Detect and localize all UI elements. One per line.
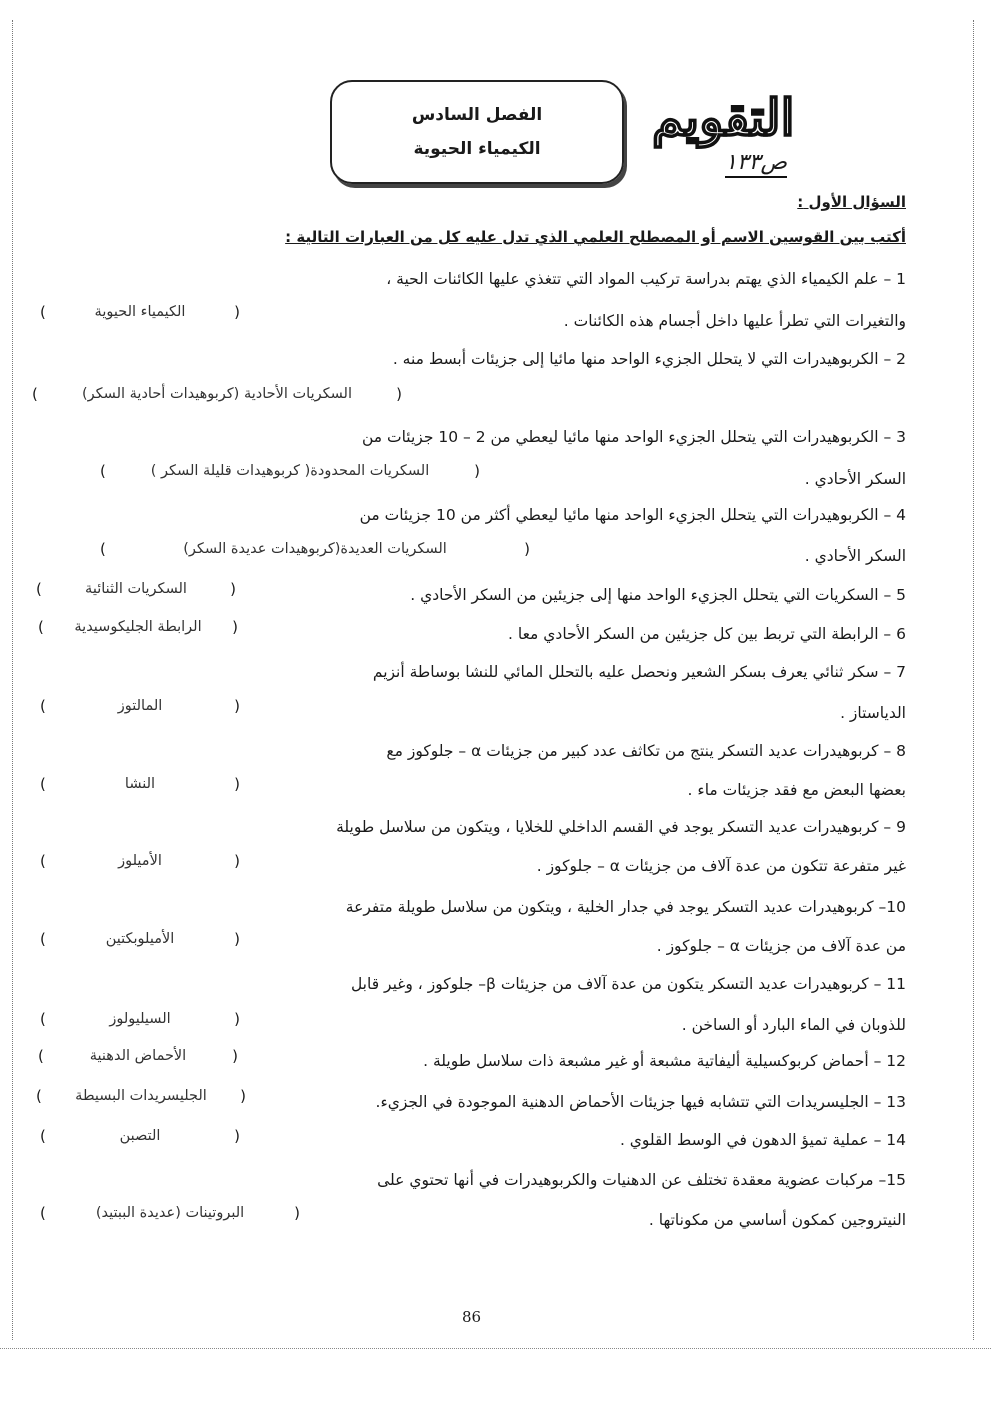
- item-15-line-1: 15– مركبات عضوية معقدة تختلف عن الدهنيات والكربوهيدرات في أنها تحتوي على: [377, 1171, 906, 1189]
- item-14-answer: ( التصبن ): [40, 1127, 240, 1145]
- item-4-line-1: 4 – الكربوهيدرات التي يتحلل الجزيء الواحد منها مائيا ليعطي أكثر من 10 جزيئات من: [359, 506, 906, 524]
- item-7-line-2: الدياستاز .: [840, 704, 906, 722]
- item-5-answer: ( السكريات الثنائية ): [36, 580, 236, 598]
- item-3-answer-text: السكريات المحدودة( كربوهيدات قليلة السكر ): [150, 463, 430, 479]
- item-5-line-1: 5 – السكريات التي يتحلل الجزيء الواحد منها إلى جزيئين من السكر الأحادي .: [410, 586, 906, 604]
- item-5-answer-text: السكريات الثنائية: [85, 581, 187, 597]
- item-8-line-1: 8 – كربوهيدرات عديد التسكر ينتج من تكاثف عدد كبير من جزيئات α – جلوكوز مع: [386, 742, 906, 760]
- question-instruction: أكتب بين القوسين الاسم أو المصطلح العلمي الذي تدل عليه كل من العبارات التالية :: [285, 228, 906, 246]
- item-2-line-1: 2 – الكربوهيدرات التي لا يتحلل الجزيء الواحد منها مائيا إلى جزيئات أبسط منه .: [392, 350, 906, 368]
- item-8-answer: ( النشا ): [40, 775, 240, 793]
- item-2-answer-text: السكريات الأحادية (كربوهيدات أحادية السكر): [82, 386, 352, 402]
- bottom-divider: [0, 1348, 991, 1349]
- chapter-title: الفصل السادس: [411, 105, 543, 125]
- item-9-line-1: 9 – كربوهيدرات عديد التسكر يوجد في القسم الداخلي للخلايا ، ويتكون من سلاسل طويلة: [336, 818, 906, 836]
- item-10-line-2: من عدة آلاف من جزيئات α – جلوكوز .: [656, 937, 906, 955]
- item-1-line-1: 1 – علم الكيمياء الذي يهتم بدراسة تركيب المواد التي تتغذي عليها الكائنات الحية ،: [386, 270, 906, 288]
- item-6-answer-text: الرابطة الجليكوسيدية: [74, 619, 202, 635]
- item-4-line-2: السكر الأحادي .: [804, 547, 906, 565]
- item-9-answer: ( الأميلوز ): [40, 852, 240, 870]
- item-2-answer: ( السكريات الأحادية (كربوهيدات أحادية السكر) ): [32, 385, 402, 403]
- item-8-answer-text: النشا: [124, 776, 156, 792]
- item-11-answer-text: السيليولوز: [109, 1011, 171, 1027]
- item-13-answer: ( الجليسريدات البسيطة ): [36, 1087, 246, 1105]
- item-10-answer-text: الأميلوبكتين: [105, 931, 175, 947]
- item-15-answer: ( البروتينات (عديدة الببتيد) ): [40, 1204, 300, 1222]
- item-7-answer-text: المالتوز: [117, 698, 163, 714]
- item-15-answer-text: البروتينات (عديدة الببتيد): [95, 1205, 245, 1221]
- question-heading-text: السؤال الأول: [808, 193, 906, 211]
- item-14-answer-text: التصبن: [119, 1128, 161, 1144]
- item-11-line-2: للذوبان في الماء البارد أو الساخن .: [681, 1016, 906, 1034]
- item-14-line-1: 14 – عملية تميؤ الدهون في الوسط القلوي .: [619, 1131, 906, 1149]
- item-10-line-1: 10– كربوهيدرات عديد التسكر يوجد في جدار الخلية ، ويتكون من سلاسل طويلة متفرعة: [345, 898, 906, 916]
- item-6-line-1: 6 – الرابطة التي تربط بين كل جزيئين من السكر الأحادي معا .: [508, 625, 906, 643]
- logo-title: التقويم: [652, 88, 795, 147]
- item-6-answer: ( الرابطة الجليكوسيدية ): [38, 618, 238, 636]
- question-heading-colon: :: [797, 193, 804, 211]
- item-13-answer-text: الجليسريدات البسيطة: [75, 1088, 207, 1104]
- item-11-answer: ( السيليولوز ): [40, 1010, 240, 1028]
- item-11-line-1: 11 – كربوهيدرات عديد التسكر يتكون من عدة آلاف من جزيئات β– جلوكوز ، وغير قابل: [350, 975, 906, 993]
- item-9-line-2: غير متفرعة تتكون من عدة آلاف من جزيئات α – جلوكوز .: [536, 857, 906, 875]
- chapter-header-box: [330, 80, 624, 184]
- item-3-answer: ( السكريات المحدودة( كربوهيدات قليلة السكر ) ): [100, 462, 480, 480]
- item-13-line-1: 13 – الجليسريدات التي تتشابه فيها جزيئات الأحماض الدهنية الموجودة في الجزيء.: [375, 1093, 906, 1111]
- item-4-answer-text: السكريات العديدة(كربوهيدات عديدة السكر): [183, 541, 447, 557]
- page-reference: ص١٣٣: [725, 150, 787, 178]
- item-12-answer: ( الأحماض الدهنية ): [38, 1047, 238, 1065]
- subject-title: الكيمياء الحيوية: [413, 139, 541, 159]
- item-1-answer-text: الكيمياء الحيوية: [94, 304, 186, 320]
- item-7-line-1: 7 – سكر ثنائي يعرف بسكر الشعير ونحصل عليه بالتحلل المائي للنشا بوساطة أنزيم: [372, 663, 906, 681]
- item-4-answer: ( السكريات العديدة(كربوهيدات عديدة السكر) ): [100, 540, 530, 558]
- item-12-line-1: 12 – أحماض كربوكسيلية أليفاتية مشبعة أو غير مشبعة ذات سلاسل طويلة .: [423, 1052, 906, 1070]
- question-heading: [797, 193, 906, 211]
- item-9-answer-text: الأميلوز: [118, 853, 162, 869]
- item-1-answer: ( الكيمياء الحيوية ): [40, 303, 240, 321]
- item-12-answer-text: الأحماض الدهنية: [89, 1048, 187, 1064]
- item-10-answer: ( الأميلوبكتين ): [40, 930, 240, 948]
- item-3-line-1: 3 – الكربوهيدرات التي يتحلل الجزيء الواحد منها مائيا ليعطي من 2 – 10 جزيئات من: [361, 428, 906, 446]
- page-number: 86: [462, 1308, 482, 1326]
- item-8-line-2: بعضها البعض مع فقد جزيئات ماء .: [687, 781, 906, 799]
- item-1-line-2: والتغيرات التي تطرأ عليها داخل أجسام هذه الكائنات .: [563, 312, 906, 330]
- item-7-answer: ( المالتوز ): [40, 697, 240, 715]
- item-3-line-2: السكر الأحادي .: [804, 470, 906, 488]
- item-15-line-2: النيتروجين كمكون أساسي من مكوناتها .: [648, 1211, 906, 1229]
